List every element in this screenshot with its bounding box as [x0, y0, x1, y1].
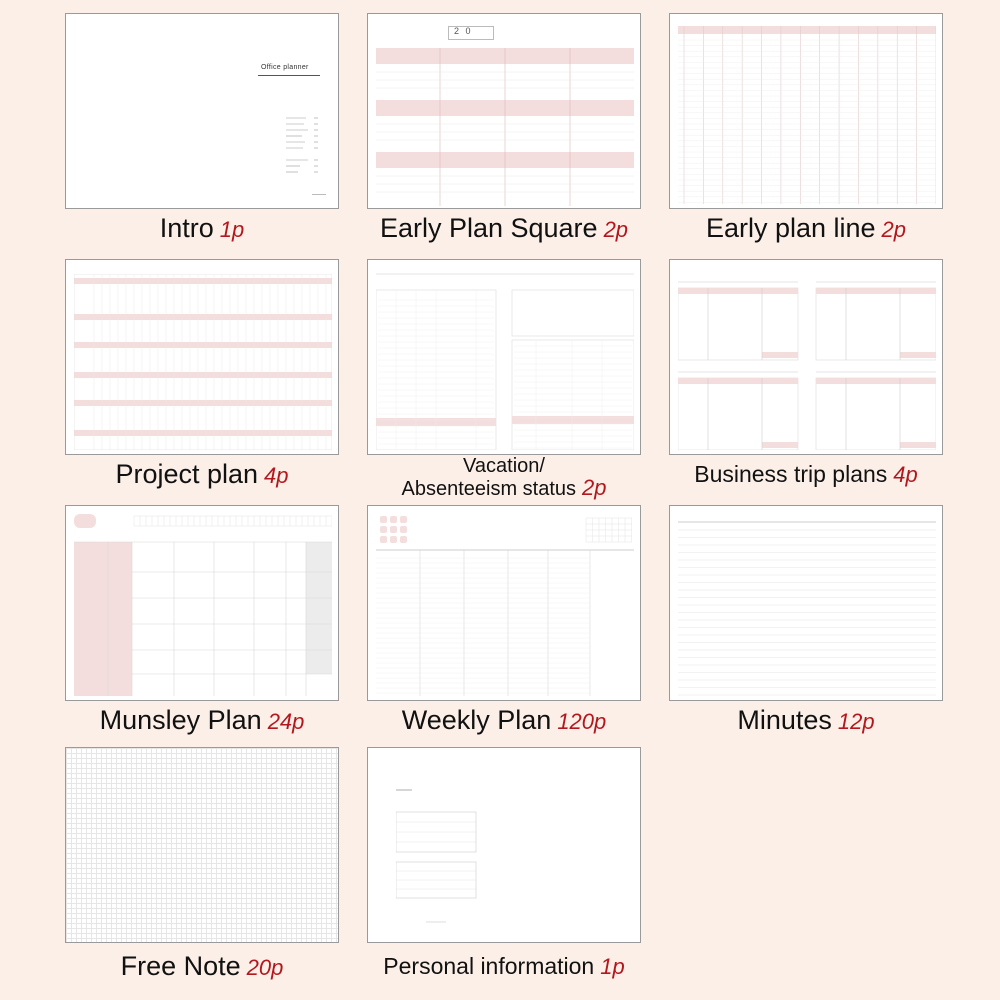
weekly-dot — [400, 536, 407, 543]
trip-grid — [678, 280, 936, 450]
thumb-munsley-plan[interactable] — [65, 505, 339, 701]
thumb-early-plan-square[interactable] — [367, 13, 641, 209]
intro-footer-mark — [312, 194, 326, 195]
caption-early-plan-line: Early plan line 2p — [705, 213, 907, 243]
square-grid — [376, 48, 634, 206]
weekly-dot — [390, 536, 397, 543]
caption-weekly-plan: Weekly Plan 120p — [401, 705, 607, 735]
caption-intro: Intro 1p — [159, 213, 245, 243]
thumb-weekly-plan[interactable] — [367, 505, 641, 701]
caption-free-note: Free Note 20p — [120, 951, 284, 981]
weekly-dot — [400, 516, 407, 523]
thumb-vacation[interactable] — [367, 259, 641, 455]
intro-title-underline — [258, 75, 320, 76]
caption-early-plan-square: Early Plan Square 2p — [379, 213, 629, 243]
thumb-free-note[interactable] — [65, 747, 339, 943]
caption-vacation: Vacation/ Absenteeism status 2p — [401, 455, 607, 500]
caption-personal-info: Personal information 1p — [383, 953, 625, 979]
thumb-personal-info[interactable] — [367, 747, 641, 943]
caption-munsley-plan: Munsley Plan 24p — [99, 705, 305, 735]
line-grid — [678, 26, 936, 204]
weekly-grid — [376, 514, 634, 696]
weekly-dot — [390, 526, 397, 533]
minutes-lines — [678, 514, 936, 696]
thumb-early-plan-line[interactable] — [669, 13, 943, 209]
caption-business-trip: Business trip plans 4p — [694, 461, 918, 487]
thumb-minutes[interactable] — [669, 505, 943, 701]
weekly-dot — [390, 516, 397, 523]
thumb-project-plan[interactable] — [65, 259, 339, 455]
project-grid — [74, 274, 332, 450]
personal-boxes — [396, 788, 486, 928]
caption-minutes: Minutes 12p — [737, 705, 875, 735]
weekly-dot — [380, 516, 387, 523]
square-year: 2 0 — [454, 26, 473, 36]
thumb-intro[interactable] — [65, 13, 339, 209]
vacation-grid — [376, 270, 634, 450]
weekly-dot — [380, 536, 387, 543]
weekly-dot — [380, 526, 387, 533]
munsley-grid — [74, 512, 332, 696]
caption-project-plan: Project plan 4p — [115, 459, 289, 489]
weekly-dot — [400, 526, 407, 533]
thumb-business-trip[interactable] — [669, 259, 943, 455]
intro-title: Office planner — [261, 64, 309, 71]
intro-contents-list — [286, 114, 326, 174]
